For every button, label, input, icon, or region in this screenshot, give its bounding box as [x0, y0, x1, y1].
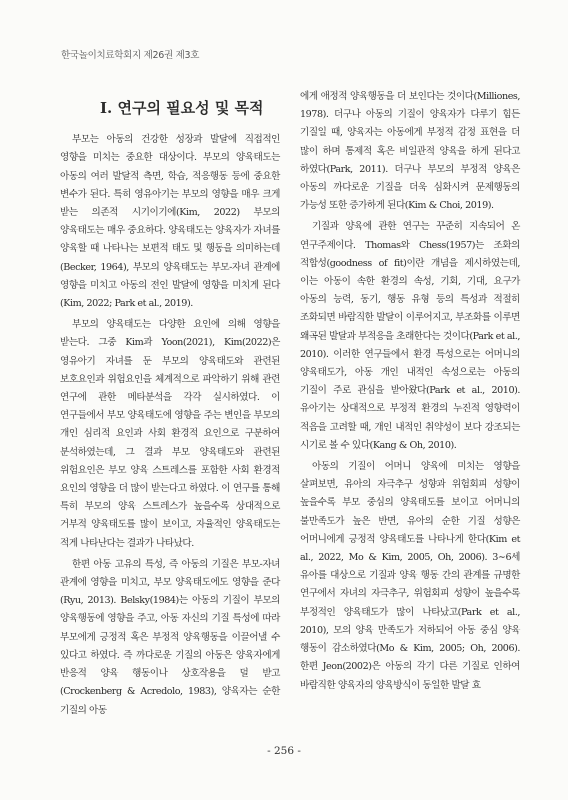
paragraph: 부모는 아동의 건강한 성장과 발달에 직접적인 영향을 미치는 중요한 대상이다. 부모의 양육태도는 아동의 여러 발달적 측면, 학습, 적응행동 등에 중요한 변수가 된다. 특히 영유아기는 부모의 영향을 매우 크게 받는 의존적 시기이기에(Kim, 2022) 부모의 양육태도는 매우 중요하다. 양육태도는 양육자가 자녀를 양육할 때 나타나는 보편적 태도 및 행동을 의미하는데(Becker, 1964), 부모의 양육태도는 부모-자녀 관계에 영향을 미치고 아동의 전인 발달에 영향을 미치게 된다(Kim, 2022; Park et al., 2019).	[60, 134, 280, 310]
section-title: Ⅰ. 연구의 필요성 및 목적	[100, 99, 264, 117]
paragraph: 한편 아동 고유의 특성, 즉 아동의 기질은 부모-자녀 관계에 영향을 미치고, 부모 양육태도에도 영향을 준다(Ryu, 2013). Belsky(1984)는 아동의 기질이 부모의 양육행동에 영향을 주고, 아동 자신의 기질 특성에 따라 부모에게 긍정적 혹은 부정적 양육행동을 이끌어낼 수 있다고 하였다. 즉 까다로운 기질의 아동은 양육자에게 반응적 양육 행동이나 상호작용을 덜 받고(Crockenberg & Acredolo, 1983), 양육자는 순한 기질의 아동	[60, 558, 280, 716]
page-number: - 256 -	[267, 745, 301, 757]
paragraph: 기질과 양육에 관한 연구는 꾸준히 지속되어 온 연구주제이다. Thomas와 Chess(1957)는 조화의 적합성(goodness of fit)이란 개념을 제시하였는데, 이는 아동이 속한 환경의 속성, 기회, 기대, 요구가 아동의 능력, 동기, 행동 유형 등의 특성과 적절히 조화되면 바람직한 발달이 이루어지고, 부조화를 이루면 왜곡된 발달과 부적응을 초래한다는 것이다(Park et al., 2010). 이러한 연구들에서 환경 특성으로는 어머니의 양육태도가, 아동 개인 내적인 속성으로는 아동의 기질이 주로 관심을 받아왔다(Park et al., 2010). 유아기는 상대적으로 부정적 환경의 누진적 영향력이 적음을 고려할 때, 개인 내적인 취약성이 보다 강조되는 시기로 볼 수 있다(Kang & Oh, 2010).	[300, 221, 520, 451]
paragraph: 부모의 양육태도는 다양한 요인에 의해 영향을 받는다. 그중 Kim과 Yoon(2021), Kim(2022)은 영유아기 자녀를 둔 부모의 양육태도와 관련된 보호요인과 위험요인을 체계적으로 파악하기 위해 관련 연구에 관한 메타분석을 각각 실시하였다. 이 연구들에서 부모 양육태도에 영향을 주는 변인을 부모의 개인 심리적 요인과 사회 환경적 요인으로 구분하여 분석하였는데, 그 결과 부모 양육태도와 관련된 위험요인은 부모 양육 스트레스를 포함한 사회 환경적 요인의 영향을 더 많이 받는다고 하였다. 이 연구를 통해 특히 부모의 양육 스트레스가 높을수록 상대적으로 거부적 양육태도를 많이 보이고, 자율적인 양육태도는 적게 나타난다는 결과가 나타났다.	[60, 319, 280, 549]
right-column	[300, 88, 520, 698]
paragraph: 에게 애정적 양육행동을 더 보인다는 것이다(Milliones, 1978). 더구나 아동의 기질이 양육자가 다루기 힘든 기질일 때, 양육자는 아동에게 부정적 감정 표현을 더 많이 하며 통제적 혹은 비일관적 양육을 하게 된다고 하였다(Park, 2011). 더구나 부모의 부정적 양육은 아동의 까다로운 기질을 더욱 심화시켜 문제행동의 가능성 또한 증가하게 된다(Kim & Choi, 2019).	[300, 91, 520, 212]
paragraph: 아동의 기질이 어머니 양육에 미치는 영향을 살펴보면, 유아의 자극추구 성향과 위험회피 성향이 높을수록 부모 중심의 양육태도를 보이고 어머니의 불만족도가 높은 반면, 유아의 순한 기질 성향은 어머니에게 긍정적 양육태도를 나타나게 한다(Kim et al., 2022, Mo & Kim, 2005, Oh, 2006). 3∼6세 유아를 대상으로 기질과 양육 행동 간의 관계를 규명한 연구에서 자녀의 자극추구, 위험회피 성향이 높을수록 부정적인 양육태도가 많이 나타났고(Park et al., 2010), 모의 양육 만족도가 저하되어 아동 중심 양육 행동이 감소하였다(Mo & Kim, 2005; Oh, 2006). 한편 Jeon(2002)은 아동의 각기 다른 기질로 인하여 바람직한 양육자의 양육방식이 동일한 발달 효	[300, 461, 520, 691]
left-column	[60, 93, 280, 723]
running-head: 한국놀이치료학회지 제26권 제3호	[61, 50, 200, 61]
